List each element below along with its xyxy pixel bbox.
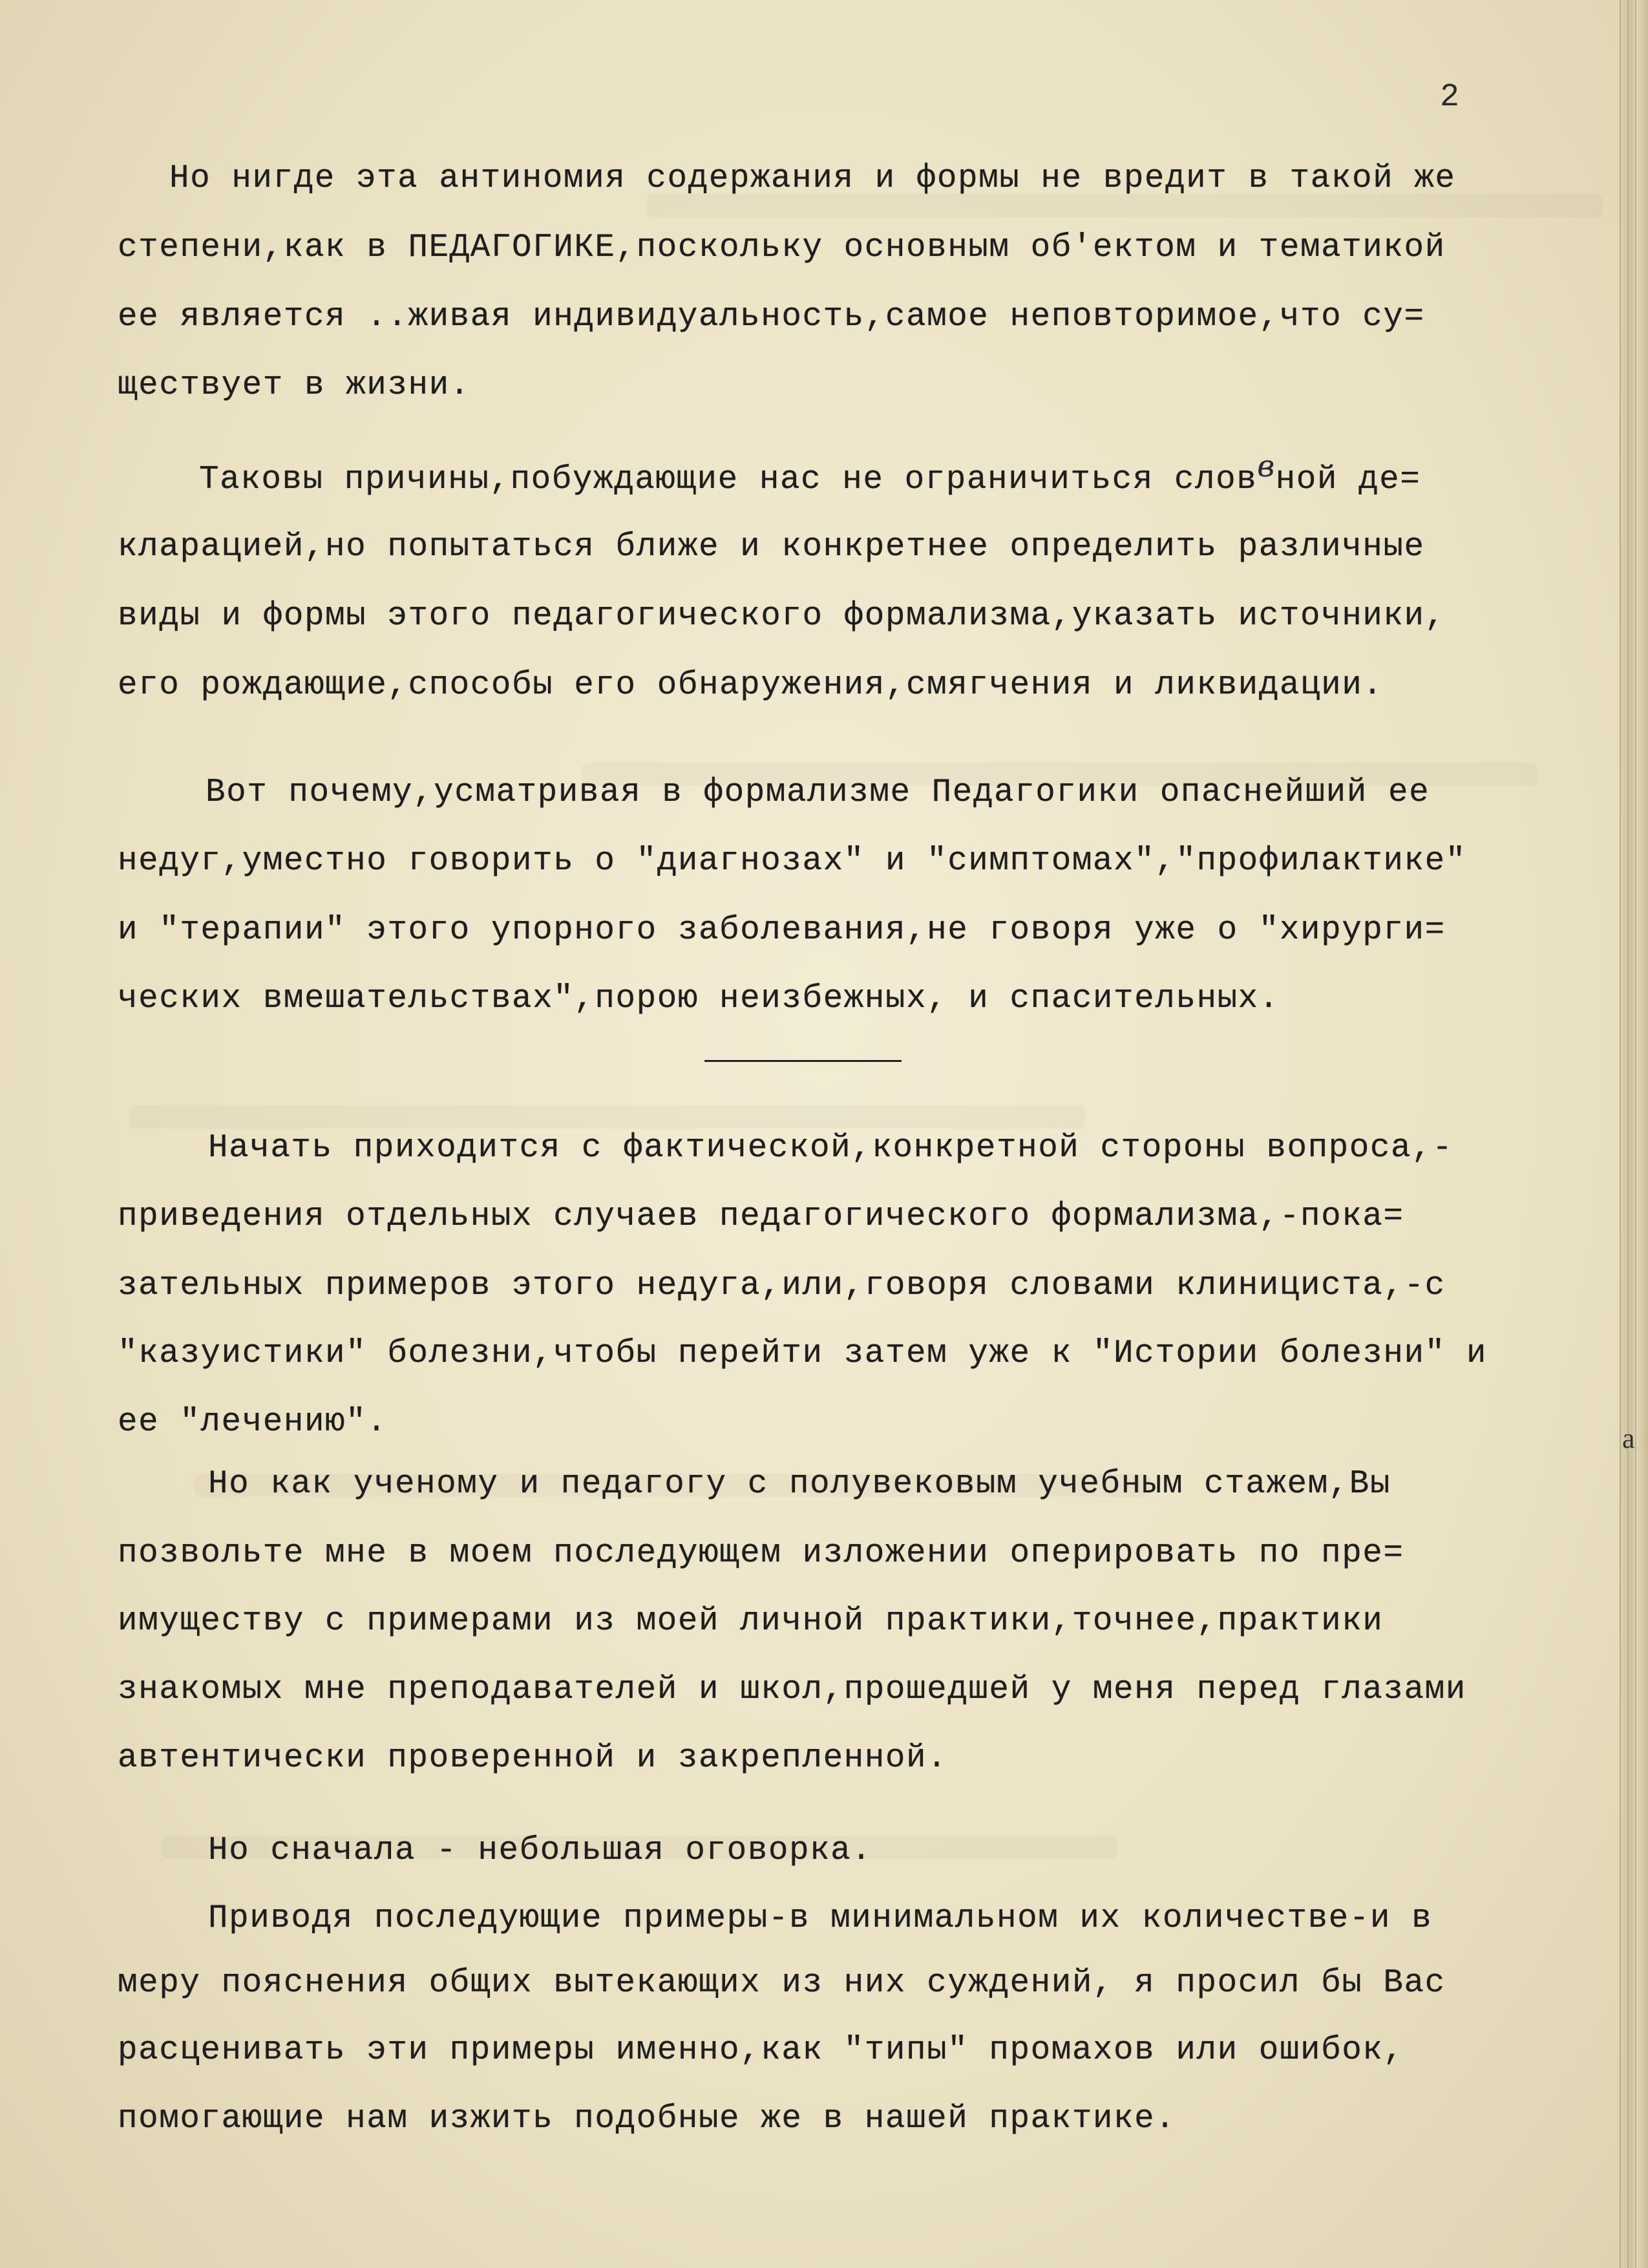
text-line: его рождающие,способы его обнаружения,смягчения и ликвидации. <box>118 667 1384 704</box>
section-divider-rule <box>704 1060 902 1062</box>
text-line: Но нигде эта антиномия содержания и формы не вредит в такой же <box>169 160 1456 197</box>
text-line: Но сначала - небольшая оговорка. <box>208 1832 872 1869</box>
bleed-through-shadow <box>129 1105 1086 1129</box>
text-line: кларацией,но попытаться ближе и конкретнее определить различные <box>118 529 1425 566</box>
text-line: Вот почему,усматривая в формализме Педагогики опаснейший ее <box>206 774 1430 811</box>
text-line: Начать приходится с фактической,конкретной стороны вопроса,- <box>208 1130 1453 1167</box>
text-line: позвольте мне в моем последующем изложении оперировать по пре= <box>118 1535 1404 1572</box>
text-line: знакомых мне преподавателей и школ,прошедшей у меня перед глазами <box>118 1671 1466 1708</box>
text-line: ее "лечению". <box>118 1404 388 1441</box>
paper-edge-stack <box>1620 0 1648 2268</box>
text-line: имуществу с примерами из моей личной практики,точнее,практики <box>118 1603 1384 1640</box>
text-line: Приводя последующие примеры-в минимальном их количестве-и в <box>208 1900 1433 1937</box>
text-line: зательных примеров этого недуга,или,говоря словами клинициста,-с <box>118 1267 1446 1304</box>
text-line: приведения отдельных случаев педагогического формализма,-пока= <box>118 1198 1404 1235</box>
text-line: "казуистики" болезни,чтобы перейти затем уже к "Истории болезни" и <box>118 1335 1487 1372</box>
text-line: меру пояснения общих вытекающих из них суждений, я просил бы Вас <box>118 1965 1446 2002</box>
margin-mark: а <box>1622 1423 1635 1454</box>
text-line: виды и формы этого педагогического формализма,указать источники, <box>118 598 1446 635</box>
page-number: 2 <box>1440 79 1460 116</box>
text-line: Но как ученому и педагогу с полувековым учебным стажем,Вы <box>208 1466 1391 1503</box>
text-line: ществует в жизни. <box>118 367 470 404</box>
text-segment: Таковы причины,побуждающие нас не ограничиться слов <box>199 461 1258 498</box>
text-line: недуг,уместно говорить о "диагнозах" и "симптомах","профилактике" <box>118 843 1466 880</box>
text-line: ческих вмешательствах",порою неизбежных, и спасительных. <box>118 980 1280 1017</box>
text-segment: ной де= <box>1275 461 1421 498</box>
text-line: автентически проверенной и закрепленной. <box>118 1740 948 1777</box>
bleed-through-shadow <box>646 194 1603 217</box>
text-line: степени,как в ПЕДАГОГИКЕ,поскольку основным об'ектом и тематикой <box>118 229 1446 266</box>
text-line: ее является ..живая индивидуальность,самое неповторимое,что су= <box>118 299 1425 335</box>
paper-edge-line <box>1635 0 1636 2268</box>
text-line <box>199 449 1421 498</box>
handwritten-insert: в <box>1257 449 1276 483</box>
text-line: и "терапии" этого упорного заболевания,не говоря уже о "хирурги= <box>118 912 1446 949</box>
paper-edge-line <box>1627 0 1629 2268</box>
text-line: помогающие нам изжить подобные же в нашей практике. <box>118 2101 1176 2137</box>
text-line: расценивать эти примеры именно,как "типы" промахов или ошибок, <box>118 2032 1404 2069</box>
